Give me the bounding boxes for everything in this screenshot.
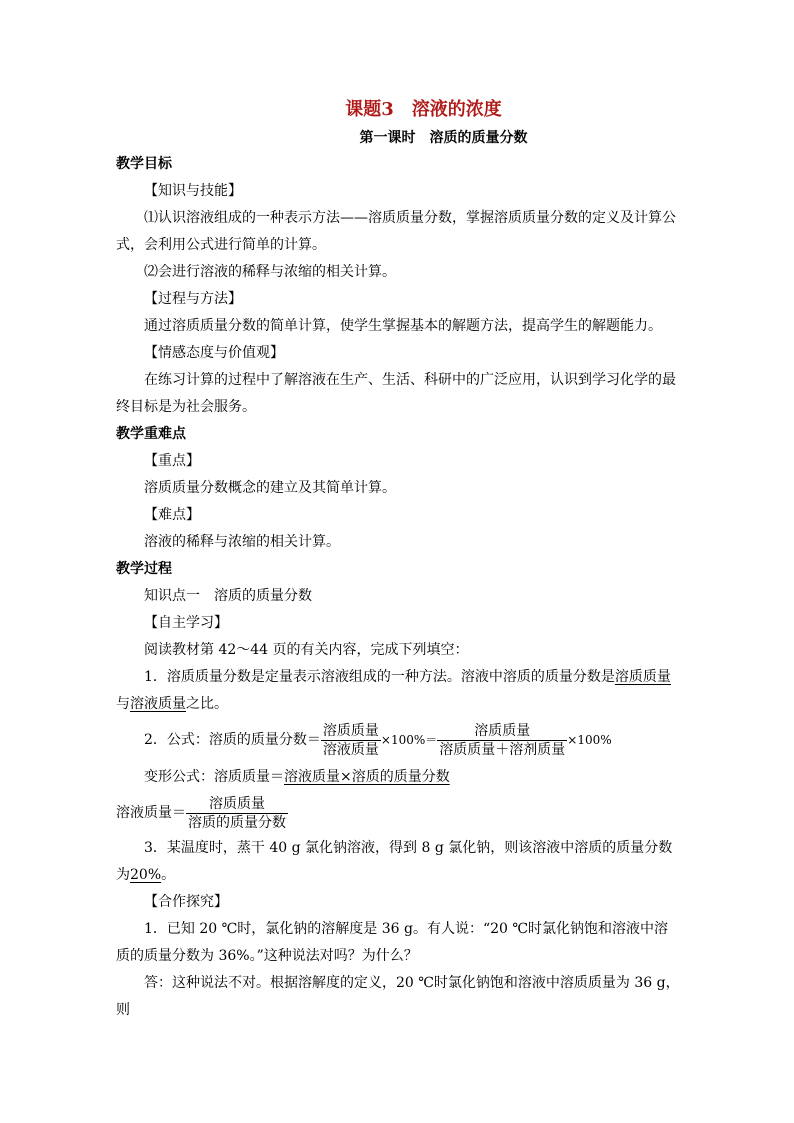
difficulty-heading: 【难点】	[144, 507, 200, 523]
cooperation-question-1: 1．已知 20 ℃时，氯化钠的溶解度是 36 g。有人说：“20 ℃时氯化钠饱和溶液中溶质的质量分数为 36%。”这种说法对吗？为什么？	[116, 921, 669, 964]
cooperation-answer-1: 答：这种说法不对。根据溶解度的定义，20 ℃时氯化钠饱和溶液中溶质质量为 36 g，则	[116, 975, 680, 1018]
knowledge-heading: 【知识与技能】	[144, 183, 242, 199]
self-study-intro: 阅读教材第 42～44 页的有关内容，完成下列填空：	[144, 642, 469, 658]
answer-percentage: 20%	[130, 867, 162, 883]
self-study-heading: 【自主学习】	[144, 615, 228, 631]
emotion-text: 在练习计算的过程中了解溶液在生产、生活、科研中的广泛应用，认识到学习化学的最终目标是为社会服务。	[116, 372, 676, 415]
focus-text: 溶质质量分数概念的建立及其简单计算。	[144, 480, 396, 496]
answer-solute-mass: 溶质质量	[614, 669, 671, 685]
formula-line: 2．公式：溶质的质量分数＝ $\frac{\text{溶质质量}}{\text{溶液质量}}$ ×100%＝ $\frac{\text{溶质质量}}{\text{溶质质量＋溶剂质量}}$ ×100%	[144, 722, 612, 758]
focus-heading: 【重点】	[144, 453, 200, 469]
page-title: 课题3 溶液的浓度	[345, 99, 502, 120]
answer-solution-mass: 溶液质量	[130, 696, 186, 712]
variant-formula: 变形公式：溶质质量＝溶液质量×溶质的质量分数	[144, 769, 450, 785]
page-subtitle: 第一课时 溶质的质量分数	[359, 130, 528, 146]
knowledge-item-2: ⑵会进行溶液的稀释与浓缩的相关计算。	[144, 264, 396, 280]
key-points-heading: 教学重难点	[116, 426, 186, 442]
solution-mass-formula: 溶液质量＝ $\frac{\text{溶质质量}}{\text{溶质的质量分数}}$	[116, 795, 286, 831]
knowledge-item-1: ⑴认识溶液组成的一种表示方法——溶质质量分数，掌握溶质质量分数的定义及计算公式，会利用公式进行简单的计算。	[116, 210, 676, 253]
emotion-heading: 【情感态度与价值观】	[144, 345, 284, 361]
fraction-3: $\frac{\text{溶质质量}}{\text{溶质的质量分数}}$	[188, 795, 286, 831]
document-content	[116, 95, 681, 1024]
answer-variant-formula: 溶液质量×溶质的质量分数	[284, 769, 450, 785]
process-text: 通过溶质质量分数的简单计算，使学生掌握基本的解题方法，提高学生的解题能力。	[144, 318, 662, 334]
cooperation-heading: 【合作探究】	[144, 894, 228, 910]
fraction-1: $\frac{\text{溶质质量}}{\text{溶液质量}}$	[322, 722, 379, 758]
question-3: 3．某温度时，蒸干 40 g 氯化钠溶液，得到 8 g 氯化钠，则该溶液中溶质的质量分数为20%。	[116, 840, 673, 883]
fraction-2: $\frac{\text{溶质质量}}{\text{溶质质量＋溶剂质量}}$	[439, 722, 566, 758]
difficulty-text: 溶液的稀释与浓缩的相关计算。	[144, 534, 340, 550]
teaching-process-heading: 教学过程	[116, 561, 172, 577]
process-heading: 【过程与方法】	[144, 291, 242, 307]
knowledge-point-1: 知识点一 溶质的质量分数	[144, 588, 312, 604]
objectives-heading: 教学目标	[116, 156, 172, 172]
question-1: 1．溶质质量分数是定量表示溶液组成的一种方法。溶液中溶质的质量分数是溶质质量与溶液质量之比。	[116, 669, 671, 712]
